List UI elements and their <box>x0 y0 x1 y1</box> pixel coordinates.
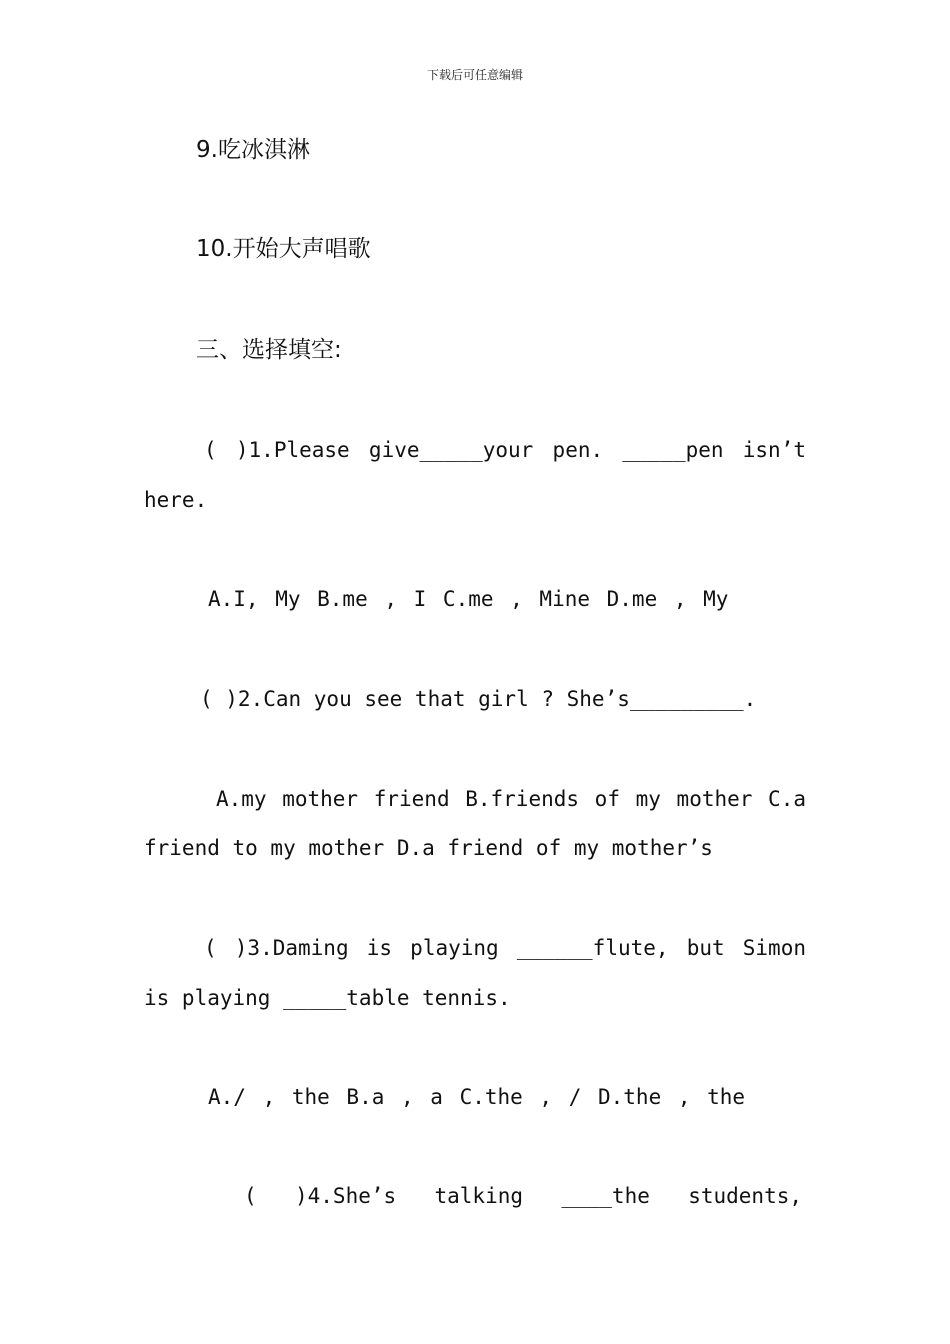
item-10-text: 10.开始大声唱歌 <box>196 236 371 262</box>
item-9-text: 9.吃冰淇淋 <box>196 137 310 163</box>
question-1-line-1: ( )1.Please give_____your pen. _____pen isn’t <box>204 438 806 462</box>
question-2-line-1: ( )2.Can you see that girl ? She’s_________. <box>200 687 757 711</box>
question-2-options-line-1: A.my mother friend B.friends of my mother C.a <box>216 787 806 811</box>
question-1-line-2: here. <box>144 488 208 512</box>
question-2-options-line-2: friend to my mother D.a friend of my mother’s <box>144 836 713 860</box>
section-3-heading: 三、选择填空: <box>196 337 342 363</box>
question-1-options: A.I, My B.me , I C.me , Mine D.me , My <box>208 587 729 611</box>
page-header: 下载后可任意编辑 <box>426 68 523 82</box>
question-3-line-2: is playing _____table tennis. <box>144 986 511 1010</box>
question-3-options: A./ , the B.a , a C.the , / D.the , the <box>208 1085 746 1109</box>
question-4-line-1: ( )4.She’s talking ____the students, <box>244 1184 802 1208</box>
question-3-line-1: ( )3.Daming is playing ______flute, but Simon <box>204 936 806 960</box>
